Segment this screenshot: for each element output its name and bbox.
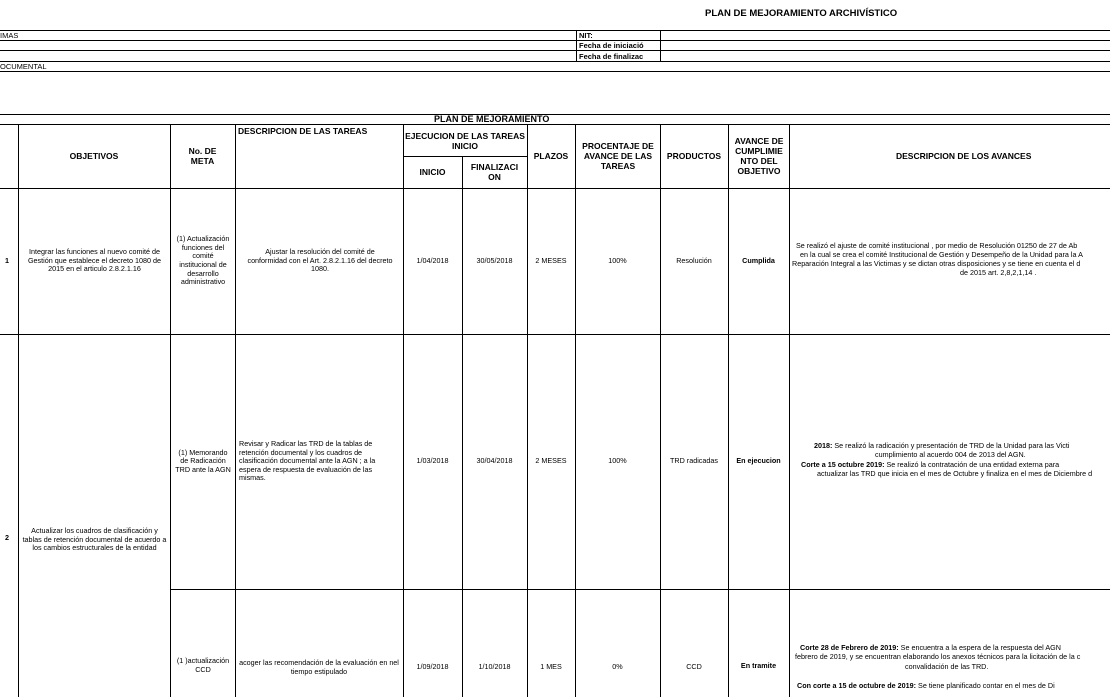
end-date-label: Fecha de finalizac: [579, 52, 644, 61]
row-2a-desc-line: actualizar las TRD que inicia en el mes de Octubre y finaliza en el mes de Diciembre d: [817, 469, 1093, 479]
row-1-plazo: 2 MESES: [535, 255, 567, 265]
row-2b-desc-line: febrero de 2019, y se encuentran elaborando los anexos técnicos para la licitación de la c: [795, 652, 1081, 662]
row-2a-plazo: 2 MESES: [535, 456, 567, 466]
row-2a-inicio: 1/03/2018: [416, 456, 449, 466]
header-ejecucion: EJECUCION DE LAS TAREAS INICIO: [405, 130, 525, 151]
row-1-desc-line: Se realizó el ajuste de comité institucional , por medio de Resolución 01250 de 27 de Ab: [796, 241, 1078, 250]
row-2b-fin: 1/10/2018: [478, 662, 511, 671]
header-no-meta: No. DE META: [188, 145, 217, 166]
header-process-fragment: OCUMENTAL: [0, 62, 47, 71]
header-inicio: INICIO: [419, 166, 446, 177]
section-title: PLAN DE MEJORAMIENTO: [434, 114, 550, 124]
row-2a-avance: En ejecucion: [736, 456, 781, 466]
row-1-desc-line: Reparación Integral a las Victimas y se dictan otras disposiciones y se tiene en cuenta el d: [792, 259, 1081, 268]
start-date-label: Fecha de iniciació: [579, 41, 644, 50]
header-porcentaje: PROCENTAJE DE AVANCE DE LAS TAREAS: [582, 140, 654, 172]
row-2b-descripcion-avances: [790, 643, 1110, 690]
row-2a-desc-line: cumplimiento al acuerdo 004 de 2013 del AGN.: [875, 450, 1026, 460]
row-2b-tarea: acoger las recomendación de la evaluación en nel tiempo estipulado: [239, 658, 399, 676]
header-descripcion-avances: DESCRIPCION DE LOS AVANCES: [896, 150, 1032, 161]
row-2a-fin: 30/04/2018: [476, 456, 513, 466]
nit-label: NIT:: [579, 31, 593, 40]
row-2a-meta: (1) Memorando de Radicación TRD ante la AGN: [175, 447, 231, 474]
row-1-porcentaje: 100%: [608, 255, 627, 265]
header-avance: AVANCE DE CUMPLIMIE NTO DEL OBJETIVO: [734, 135, 784, 177]
row-2-number: 2: [5, 533, 9, 542]
row-2b-inicio: 1/09/2018: [416, 662, 449, 671]
row-2a-tarea: Revisar y Radicar las TRD de la tablas de retención documental y los cuadros de clasificación documental ante la AGN ; a la espera de respuesta de evaluación de las mismas.: [239, 438, 376, 483]
row-1-tarea: Ajustar la resolución del comité de conformidad con el Art. 2.8.2.1.16 del decreto 1080.: [247, 247, 393, 274]
row-1-descripcion-avances: [790, 241, 1110, 277]
row-2a-desc-bold: Corte a 15 octubre 2019:: [801, 459, 885, 469]
header-finalizacion: FINALIZACI ON: [470, 161, 519, 182]
row-2b-meta: (1 )actualización CCD: [176, 656, 230, 674]
header-objetivos: OBJETIVOS: [69, 150, 119, 161]
row-2a-desc-bold: 2018:: [814, 441, 833, 450]
row-2b-desc-bold: Corte 28 de Febrero de 2019:: [800, 643, 899, 652]
row-1-avance: Cumplida: [742, 255, 775, 265]
row-1-desc-line: en la cual se crea el comité Institucional de Gestión y Desempeño de la Unidad para la A: [800, 250, 1083, 259]
row-2b-desc-text: Se tiene planificado contar en el mes de Di: [918, 681, 1055, 691]
document-title: PLAN DE MEJORAMIENTO ARCHIVÍSTICO: [705, 8, 898, 19]
row-1-number: 1: [5, 255, 9, 265]
row-2a-desc-text: Se realizó la contratación de una entidad externa para: [886, 459, 1060, 469]
row-2b-desc-line: convalidación de las TRD.: [905, 661, 989, 671]
row-1-producto: Resolución: [676, 255, 712, 265]
row-1-objetivo: Integrar las funciones al nuevo comité de Gestión que establece el decreto 1080 de 2015 en el articulo 2.8.2.1.16: [27, 247, 162, 274]
row-1-meta: (1) Actualización funciones del comité institucional de desarrollo administrativo: [176, 234, 230, 287]
row-2b-porcentaje: 0%: [612, 662, 623, 671]
row-2-objetivo: Actualizar los cuadros de clasificación y tablas de retención documental de acuerdo a los cambios estructurales de la entidad: [22, 526, 167, 553]
row-2a-descripcion-avances: [790, 441, 1110, 478]
header-productos: PRODUCTOS: [666, 150, 722, 161]
header-org-fragment: IMAS: [0, 31, 19, 40]
row-2b-plazo: 1 MES: [540, 662, 562, 671]
header-descripcion-avances-wrap: [789, 124, 1110, 188]
row-2a-producto: TRD radicadas: [670, 456, 718, 466]
row-1-fin: 30/05/2018: [476, 255, 513, 265]
row-2a-desc-text: Se realizó la radicación y presentación de TRD de la Unidad para las Victi: [834, 441, 1070, 450]
row-2b-desc-text: Se encuentra a la espera de la respuesta del AGN: [900, 643, 1061, 652]
row-1-desc-line: de 2015 art. 2,8,2,1,14 .: [960, 268, 1037, 277]
header-plazos: PLAZOS: [533, 150, 569, 161]
row-2b-avance: En tramite: [740, 661, 777, 670]
row-1-inicio: 1/04/2018: [416, 255, 449, 265]
row-2b-producto: CCD: [686, 662, 702, 671]
row-2b-desc-bold: Con corte a 15 de octubre de 2019:: [797, 681, 917, 691]
header-descripcion-tareas: DESCRIPCION DE LAS TAREAS: [238, 125, 368, 136]
row-2a-porcentaje: 100%: [608, 456, 627, 466]
